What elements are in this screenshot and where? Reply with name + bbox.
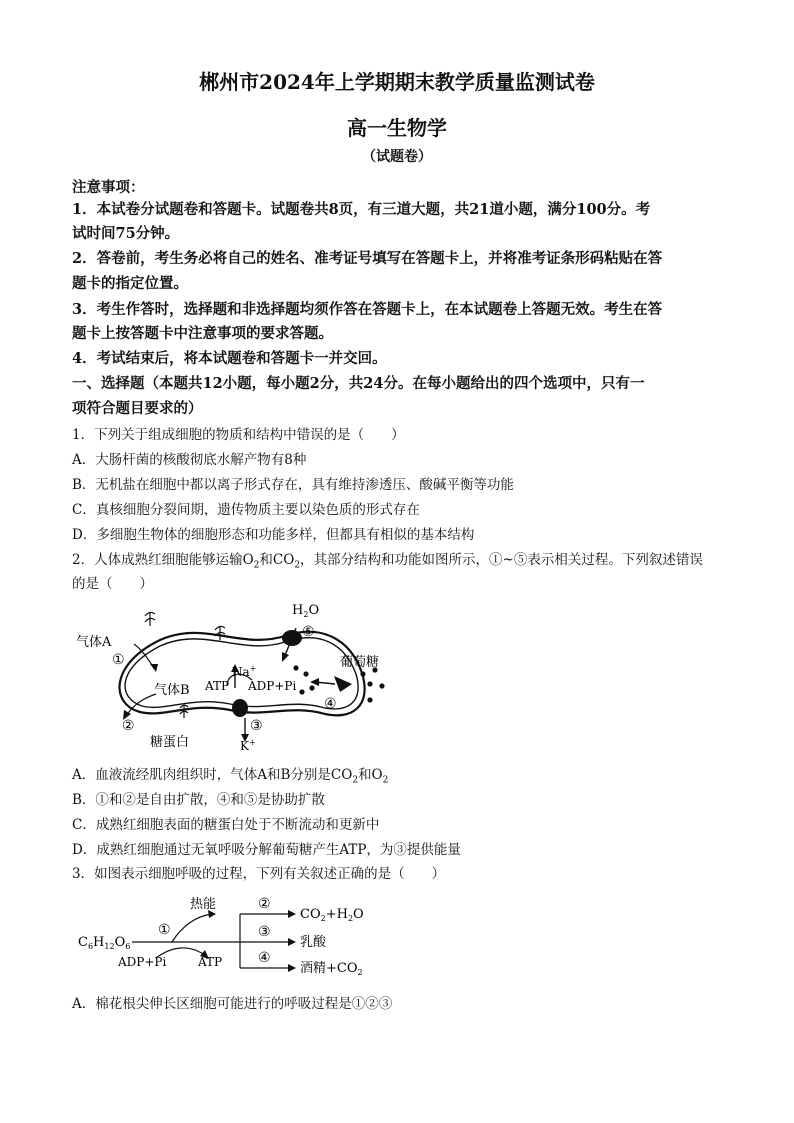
question-1-stem: 1．下列关于组成细胞的物质和结构中错误的是（ ）	[72, 427, 405, 443]
gas-a-label: 气体A	[76, 635, 112, 650]
sodium-potassium-pump	[232, 699, 248, 717]
glycoprotein-top-right	[215, 626, 225, 640]
process-2-label: ②	[122, 718, 135, 734]
process-5-label: ⑤	[302, 624, 315, 640]
atp-label: ATP	[198, 955, 223, 969]
note-1-line-2: 试时间75分钟。	[72, 225, 180, 242]
question-2-option-b: B．①和②是自由扩散，④和⑤是协助扩散	[72, 792, 325, 808]
page-title: 郴州市2024年上学期期末教学质量监测试卷	[199, 70, 595, 94]
question-1-option-b: B．无机盐在细胞中都以离子形式存在，具有维持渗透压、酸碱平衡等功能	[72, 477, 514, 493]
process-3-label: ③	[258, 924, 271, 940]
process-1-label: ①	[112, 652, 125, 668]
note-4: 4．考试结束后，将本试题卷和答题卡一并交回。	[72, 350, 387, 367]
glucose-transporter	[334, 676, 352, 692]
question-3-stem: 3．如图表示细胞呼吸的过程，下列有关叙述正确的是（ ）	[72, 866, 446, 882]
note-2-line-2: 题卡的指定位置。	[72, 275, 188, 292]
question-2-stem-line-2: 的是（ ）	[72, 576, 153, 592]
glycoprotein-label: 糖蛋白	[150, 735, 190, 750]
glycoprotein-top-left	[145, 612, 155, 626]
glycoprotein-bottom	[180, 705, 188, 718]
process-3-label: ③	[250, 718, 263, 734]
atp-label: ATP	[205, 679, 230, 693]
question-2-option-c: C．成熟红细胞表面的糖蛋白处于不断流动和更新中	[72, 817, 380, 833]
water-label: $H_2O$	[292, 603, 320, 619]
note-3-line-2: 题卡上按答题卡中注意事项的要求答题。	[72, 325, 333, 342]
product-alcohol-co2: 酒精$+CO_2$	[300, 961, 363, 977]
question-1-option-d: D．多细胞生物体的细胞形态和功能多样，但都具有相似的基本结构	[72, 527, 475, 543]
question-2-option-a: A．血液流经肌肉组织时，气体A和B分别是$CO_2$和$O_2$	[72, 767, 389, 786]
notes-heading: 注意事项：	[72, 179, 145, 196]
heat-energy-label: 热能	[190, 897, 217, 912]
red-blood-cell-figure	[70, 598, 400, 758]
adp-pi-label: ADP+Pi	[248, 679, 297, 693]
product-co2-water: $CO_2+H_2O$	[300, 907, 364, 923]
process-4-label: ④	[258, 950, 271, 966]
process-4-label: ④	[324, 696, 337, 712]
process-1-label: ①	[158, 922, 171, 938]
question-2-stem-line-1: 2．人体成熟红细胞能够运输$O_2$和$CO_2$，其部分结构和功能如图所示，①~⑤表示相关过程。下列叙述错误	[72, 552, 703, 571]
sodium-label: Na+	[232, 664, 257, 679]
section-1-heading-line-1: 一、选择题（本题共12小题，每小题2分，共24分。在每小题给出的四个选项中，只有一	[72, 375, 645, 392]
cell-respiration-diagram	[72, 886, 392, 978]
question-3-option-a: A．棉花根尖伸长区细胞可能进行的呼吸过程是①②③	[72, 996, 393, 1012]
question-1-option-c: C．真核细胞分裂间期，遗传物质主要以染色质的形式存在	[72, 502, 420, 518]
process-2-label: ②	[258, 896, 271, 912]
paper-type: （试题卷）	[362, 149, 432, 165]
section-1-heading-line-2: 项符合题目要求的）	[72, 400, 203, 417]
glucose-label: 葡萄糖	[340, 655, 380, 670]
product-lactic-acid: 乳酸	[300, 935, 327, 950]
subject-title: 高一生物学	[347, 116, 447, 140]
potassium-label: K+	[240, 738, 256, 753]
gas-b-label: 气体B	[154, 683, 190, 698]
note-2-line-1: 2．答卷前，考生务必将自己的姓名、准考证号填写在答题卡上，并将准考证条形码粘贴在答	[72, 250, 663, 267]
question-2-option-d: D．成熟红细胞通过无氧呼吸分解葡萄糖产生ATP，为③提供能量	[72, 842, 461, 858]
note-1-line-1: 1．本试卷分试题卷和答题卡。试题卷共8页，有三道大题，共21道小题，满分100分。考	[72, 201, 651, 218]
glucose-formula: $C_6H_{12}O_6$	[78, 935, 131, 951]
note-3-line-1: 3．考生作答时，选择题和非选择题均须作答在答题卡上，在本试题卷上答题无效。考生在答	[72, 301, 663, 318]
question-1-option-a: A．大肠杆菌的核酸彻底水解产物有8种	[72, 452, 307, 468]
adp-pi-label: ADP+Pi	[118, 955, 167, 969]
